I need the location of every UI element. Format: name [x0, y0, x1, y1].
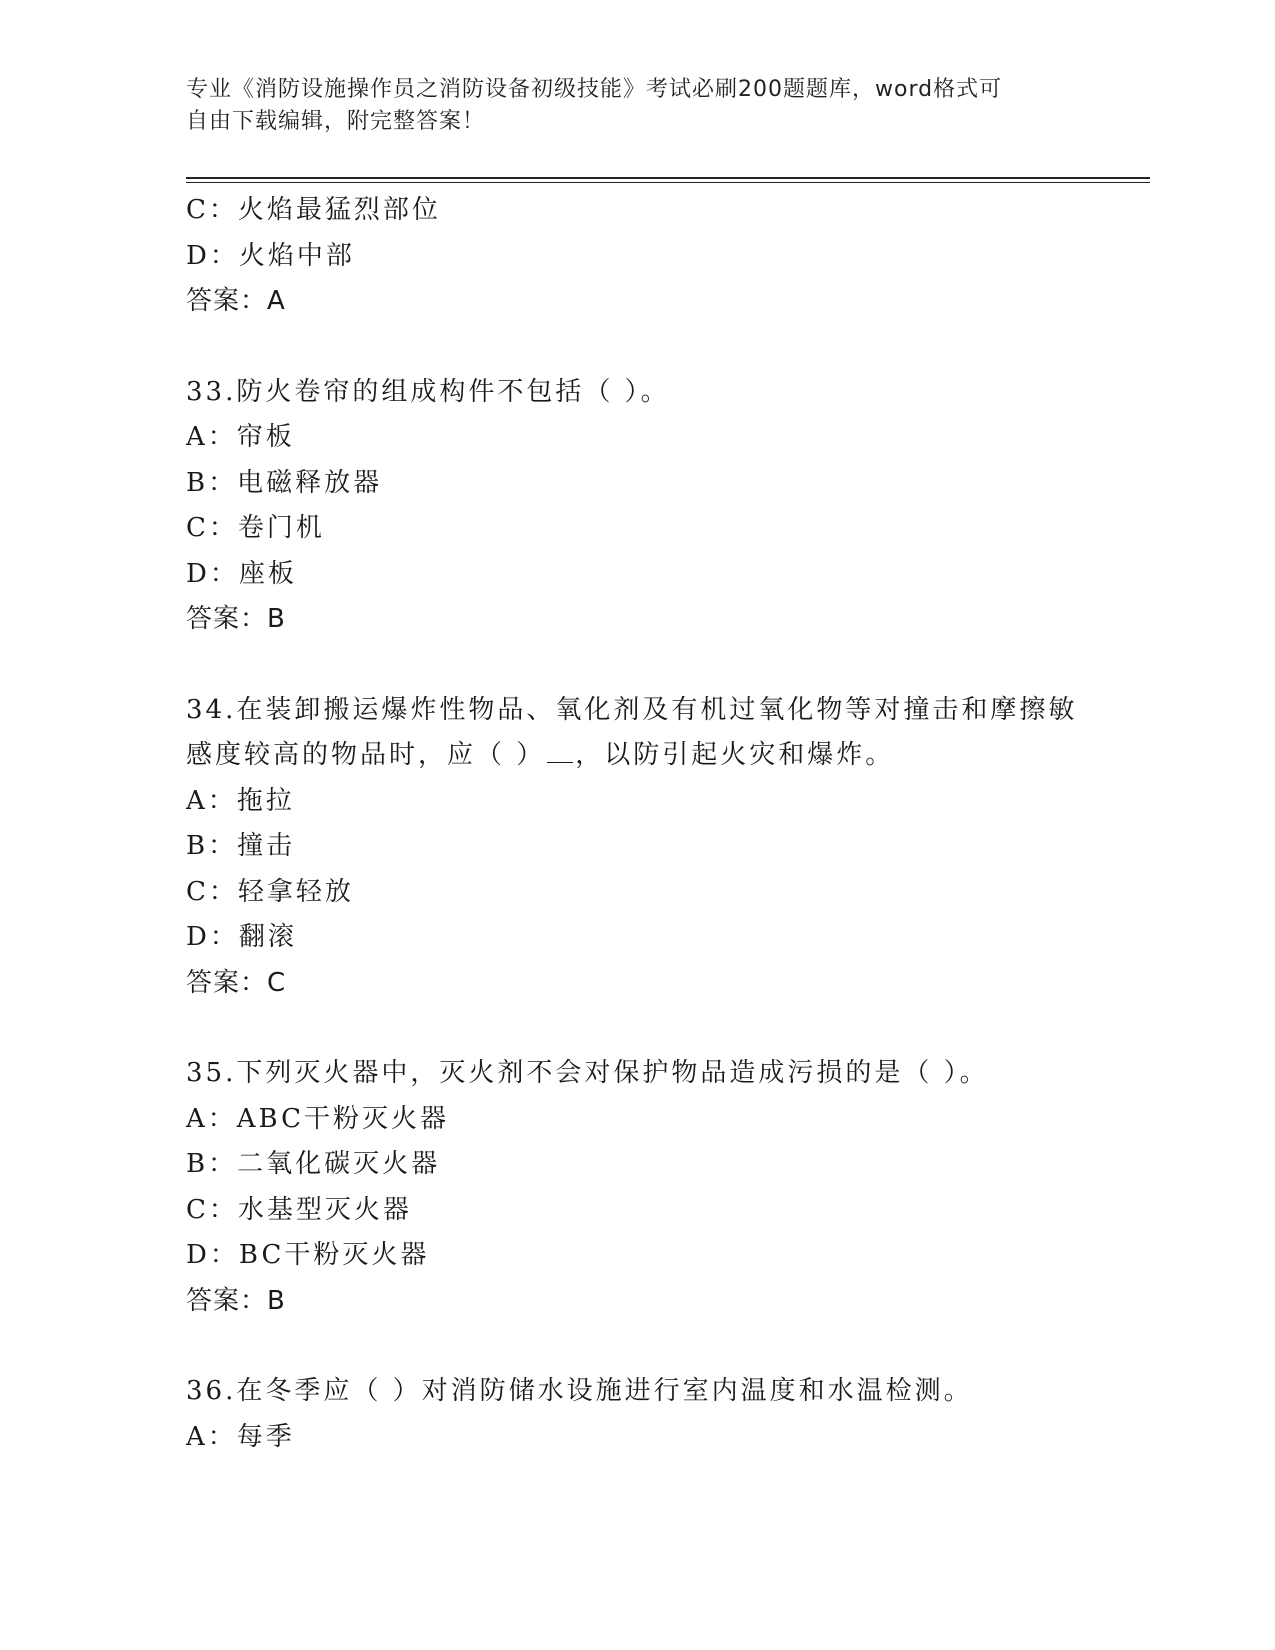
prev-question-tail — [186, 188, 1106, 325]
question-stem: 33.防火卷帘的组成构件不包括（ ）。 — [186, 376, 670, 407]
header-rule-thin — [186, 182, 1150, 183]
answer-line: 答案：B — [186, 1285, 286, 1316]
question-stem: 36.在冬季应（ ）对消防储水设施进行室内温度和水温检测。 — [186, 1376, 973, 1406]
option-a — [186, 1415, 1106, 1461]
question-list — [186, 188, 1106, 1460]
spacer — [186, 1324, 1106, 1369]
spacer — [186, 325, 1106, 370]
spacer — [186, 1006, 1106, 1051]
option-b — [186, 824, 1106, 870]
answer-line: 答案：C — [186, 967, 287, 998]
option-key: C： — [186, 1194, 238, 1225]
option-key: A： — [186, 1421, 237, 1452]
option-text: 帘板 — [236, 422, 295, 452]
option-key: D： — [186, 240, 239, 271]
option-key: D： — [186, 1240, 239, 1270]
option-key: C： — [186, 876, 238, 907]
question-33 — [186, 370, 1106, 643]
question-stem: 35.下列灭火器中，灭火剂不会对保护物品造成污损的是（ ）。 — [186, 1058, 989, 1088]
fill-blank — [547, 736, 573, 763]
option-c — [186, 506, 1106, 552]
option-text: 二氧化碳灭火器 — [237, 1149, 441, 1179]
option-key: A： — [186, 422, 237, 452]
option-key: C： — [186, 513, 238, 543]
question-34 — [186, 688, 1106, 1007]
header-line-1: 专业《消防设施操作员之消防设备初级技能》考试必刷200题题库，word格式可 — [186, 77, 1003, 102]
option-key: A： — [186, 1103, 237, 1134]
answer-line: 答案：B — [186, 604, 286, 634]
option-b — [186, 1142, 1106, 1188]
question-stem-line-2 — [186, 733, 1106, 779]
option-key: A： — [186, 785, 237, 816]
option-text: 座板 — [238, 558, 297, 589]
header-rule-thick — [186, 177, 1150, 179]
option-text: 火焰最猛烈部位 — [237, 195, 441, 225]
option-c — [186, 870, 1106, 916]
spacer — [186, 643, 1106, 688]
option-text: ABC干粉灭火器 — [236, 1103, 450, 1134]
option-key: C： — [186, 195, 238, 225]
option-key: B： — [186, 831, 238, 861]
option-text: 电磁释放器 — [237, 467, 383, 498]
question-35 — [186, 1051, 1106, 1324]
option-text: 水基型灭火器 — [237, 1194, 412, 1225]
option-key: B： — [186, 467, 238, 498]
option-text: BC干粉灭火器 — [238, 1240, 430, 1270]
header-line-2: 自由下载编辑，附完整答案！ — [186, 109, 486, 134]
stem-text: ，以防引起火灾和爆炸。 — [575, 740, 895, 770]
question-36 — [186, 1369, 1106, 1460]
option-text: 撞击 — [237, 831, 296, 861]
option-c — [186, 188, 1106, 234]
option-a — [186, 1097, 1106, 1143]
option-c — [186, 1188, 1106, 1234]
option-b — [186, 461, 1106, 507]
answer-line: 答案：A — [186, 286, 286, 316]
option-key: B： — [186, 1149, 238, 1179]
option-d — [186, 1233, 1106, 1279]
stem-text: 感度较高的物品时，应（ ） — [186, 740, 546, 770]
option-key: D： — [186, 922, 239, 952]
option-a — [186, 779, 1106, 825]
option-text: 火焰中部 — [238, 240, 355, 271]
option-d — [186, 234, 1106, 280]
option-text: 翻滚 — [238, 922, 297, 952]
question-stem-line-1: 34.在装卸搬运爆炸性物品、氧化剂及有机过氧化物等对撞击和摩擦敏 — [186, 694, 1078, 725]
option-text: 轻拿轻放 — [237, 876, 354, 907]
option-text: 每季 — [236, 1421, 295, 1452]
option-text: 拖拉 — [236, 785, 295, 816]
option-key: D： — [186, 558, 239, 589]
option-d — [186, 552, 1106, 598]
option-text: 卷门机 — [237, 513, 325, 543]
page-header — [186, 74, 1066, 138]
option-a — [186, 415, 1106, 461]
option-d — [186, 915, 1106, 961]
